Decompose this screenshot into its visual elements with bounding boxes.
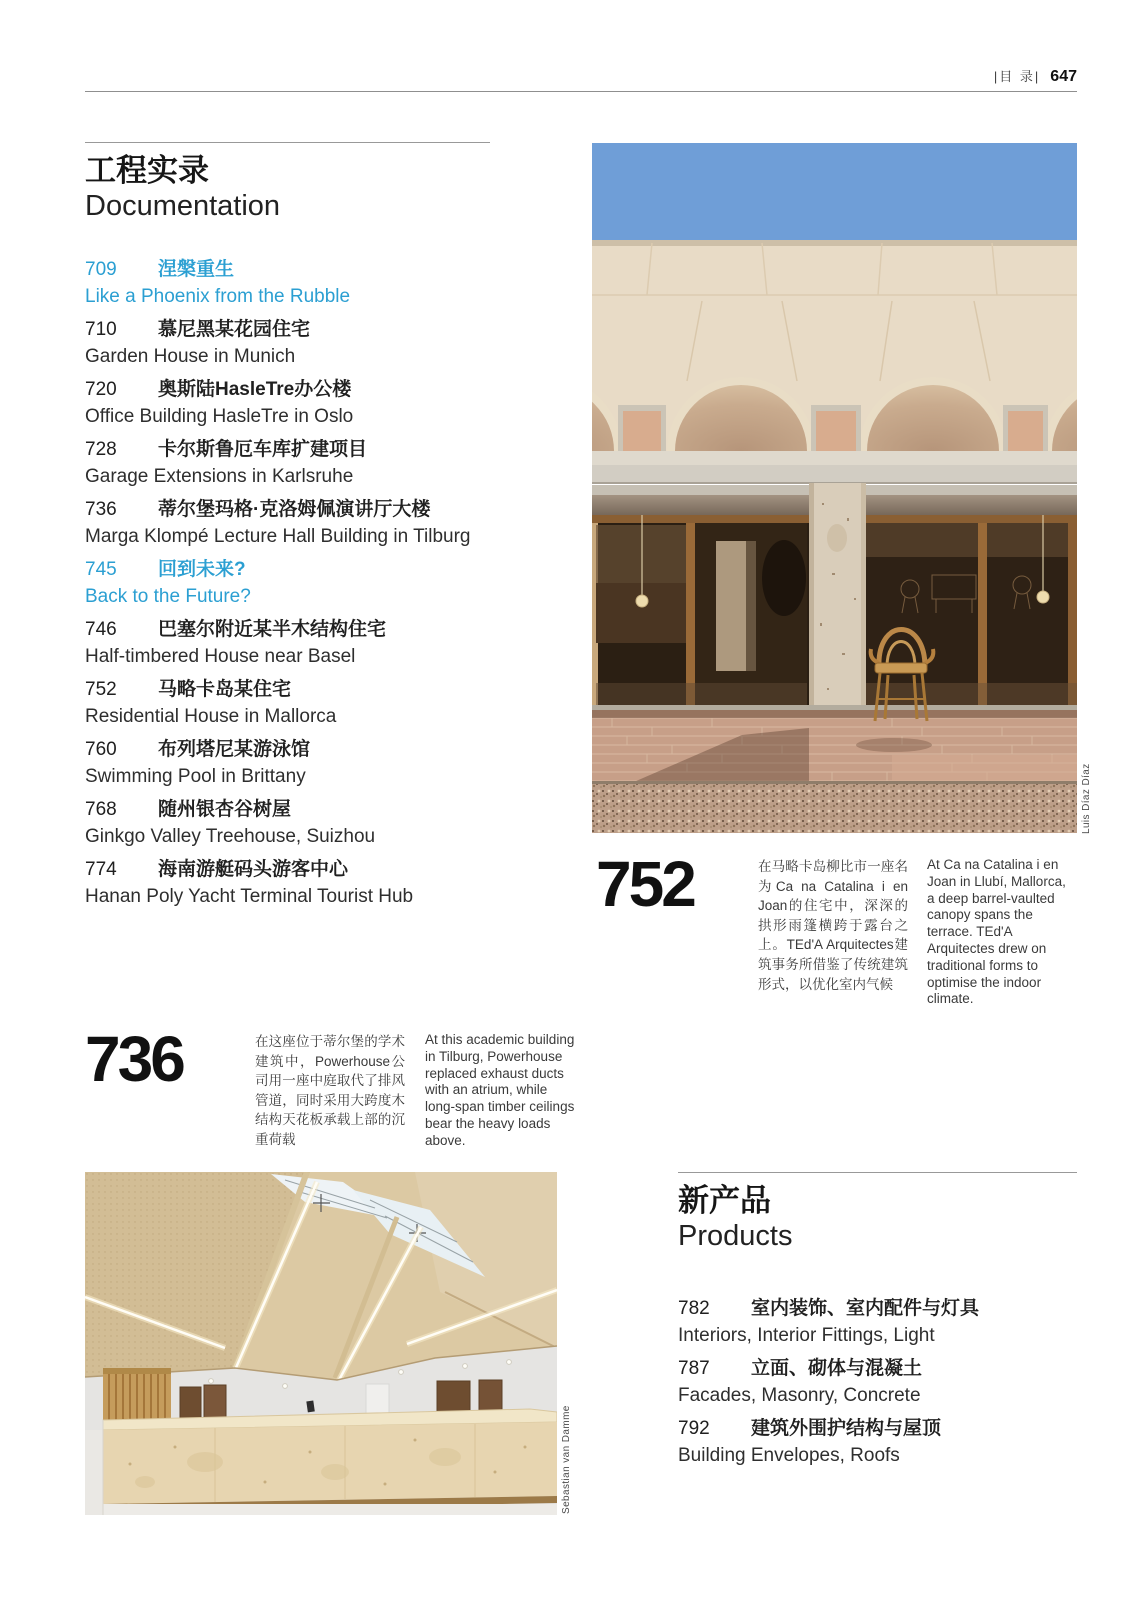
section-title-zh: 工程实录	[85, 153, 209, 188]
entry-title-en: Like a Phoenix from the Rubble	[85, 286, 351, 307]
feature-752-caption-zh: 在马略卡岛柳比市一座名为Ca na Catalina i en Joan的住宅中，深深的拱形雨篷横跨于露台之上。TEd'A Arquitectes建筑事务所借鉴了传统建筑形式，以优化室内气候	[758, 859, 908, 992]
entry-title-en: Hanan Poly Yacht Terminal Tourist Hub	[85, 886, 414, 907]
entry-title-en: Building Envelopes, Roofs	[678, 1445, 900, 1466]
entry-title-en: Facades, Masonry, Concrete	[678, 1385, 921, 1406]
toc-entry	[85, 796, 490, 850]
entry-title-en: Garage Extensions in Karlsruhe	[85, 466, 354, 487]
door-track	[592, 705, 1077, 710]
entry-title-en: Half-timbered House near Basel	[85, 646, 356, 667]
header-divider	[85, 91, 1077, 92]
entry-page-number: 782	[678, 1298, 710, 1319]
section-title-en: Products	[678, 1220, 793, 1252]
entry-title-zh: 海南游艇码头游客中心	[158, 859, 349, 880]
entry-title-en: Office Building HasleTre in Oslo	[85, 406, 354, 427]
entry-page-number: 720	[85, 379, 117, 400]
entry-page-number: 745	[85, 559, 117, 580]
feature-736-page-number: 736	[85, 1023, 183, 1095]
feature-736-caption-en: At this academic building in Tilburg, Powerhouse replaced exhaust ducts with an atrium, while long-span timber ceilings bear the heavy loads above.	[425, 1032, 575, 1148]
entry-page-number: 760	[85, 739, 117, 760]
entry-page-number: 768	[85, 799, 117, 820]
toc-entry	[678, 1415, 1077, 1469]
toc-entry	[85, 556, 490, 610]
section-divider	[678, 1172, 1077, 1173]
toc-entry	[85, 736, 490, 790]
floor	[85, 1504, 557, 1515]
photo-tilburg-atrium	[85, 1172, 557, 1515]
entry-title-zh: 布列塔尼某游泳馆	[158, 739, 311, 760]
light-bulb	[1037, 591, 1049, 603]
toc-entry	[85, 676, 490, 730]
photo-credit-luis-diaz: Luis Díaz Díaz	[1081, 763, 1092, 834]
feature-736-caption-zh: 在这座位于蒂尔堡的学术建筑中，Powerhouse公司用一座中庭取代了排风管道，同时采用大跨度木结构天花板承载上部的沉重荷载	[255, 1034, 405, 1147]
entry-page-number: 774	[85, 859, 117, 880]
entry-title-zh: 建筑外围护结构与屋顶	[751, 1418, 942, 1439]
toc-entry	[85, 616, 490, 670]
entry-title-zh: 奥斯陆HasleTre办公楼	[158, 379, 352, 400]
photo-mallorca-terrace	[592, 143, 1077, 833]
photo-tilburg-atrium-art	[85, 1172, 557, 1515]
section-title-en: Documentation	[85, 190, 281, 222]
entry-title-zh: 涅槃重生	[158, 259, 235, 280]
entry-title-zh: 随州银杏谷树屋	[158, 799, 292, 820]
page-header	[994, 66, 1077, 86]
toc-entry	[678, 1355, 1077, 1409]
entry-title-zh: 巴塞尔附近某半木结构住宅	[158, 619, 387, 640]
header-section-label: |目 录|	[993, 69, 1041, 84]
sky	[592, 143, 1077, 240]
toc-entry-list	[85, 256, 490, 910]
photo-mallorca-terrace-art	[592, 143, 1077, 833]
timber-ceiling	[85, 1172, 557, 1382]
feature-752-caption-en: At Ca na Catalina i en Joan in Llubí, Mallorca, a deep barrel-vaulted canopy spans the terrace. TEd'A Arquitectes drew on traditional forms to optimise the indoor climate.	[927, 857, 1066, 1007]
feature-752-page-number: 752	[596, 848, 694, 920]
products-section	[678, 1172, 1077, 1475]
entry-page-number: 736	[85, 499, 117, 520]
toc-entry	[85, 256, 490, 310]
toc-entry	[85, 856, 490, 910]
documentation-section	[85, 142, 490, 916]
entry-title-zh: 卡尔斯鲁厄车库扩建项目	[158, 439, 368, 460]
entry-title-en: Back to the Future?	[85, 586, 251, 607]
entry-title-zh: 马略卡岛某住宅	[158, 679, 292, 700]
entry-page-number: 792	[678, 1418, 710, 1439]
entry-page-number: 709	[85, 259, 117, 280]
entry-page-number: 787	[678, 1358, 710, 1379]
gravel-strip	[592, 781, 1077, 833]
toc-entry	[85, 316, 490, 370]
entry-title-zh: 立面、砌体与混凝土	[751, 1358, 923, 1379]
products-entry-list	[678, 1295, 1077, 1469]
header-page-number: 647	[1050, 68, 1077, 85]
toc-entry	[85, 376, 490, 430]
entry-title-en: Interiors, Interior Fittings, Light	[678, 1325, 935, 1346]
entry-title-zh: 慕尼黑某花园住宅	[158, 319, 311, 340]
entry-page-number: 728	[85, 439, 117, 460]
entry-title-en: Swimming Pool in Brittany	[85, 766, 306, 787]
entry-title-zh: 蒂尔堡玛格·克洛姆佩演讲厅大楼	[158, 499, 431, 520]
section-title-zh: 新产品	[678, 1183, 771, 1218]
photo-credit-sebastian-van-damme: Sebastian van Damme	[561, 1405, 572, 1514]
entry-page-number: 746	[85, 619, 117, 640]
brick-terrace	[592, 710, 1077, 785]
entry-title-en: Marga Klompé Lecture Hall Building in Tilburg	[85, 526, 471, 547]
section-divider	[85, 142, 490, 143]
light-bulb	[636, 595, 648, 607]
toc-entry	[85, 436, 490, 490]
toc-entry	[85, 496, 490, 550]
entry-title-en: Ginkgo Valley Treehouse, Suizhou	[85, 826, 376, 847]
entry-title-en: Residential House in Mallorca	[85, 706, 337, 727]
entry-title-zh: 室内装饰、室内配件与灯具	[751, 1298, 980, 1319]
entry-title-en: Garden House in Munich	[85, 346, 296, 367]
entry-page-number: 710	[85, 319, 117, 340]
entry-title-zh: 回到未来?	[158, 559, 246, 580]
toc-entry	[678, 1295, 1077, 1349]
entry-page-number: 752	[85, 679, 117, 700]
